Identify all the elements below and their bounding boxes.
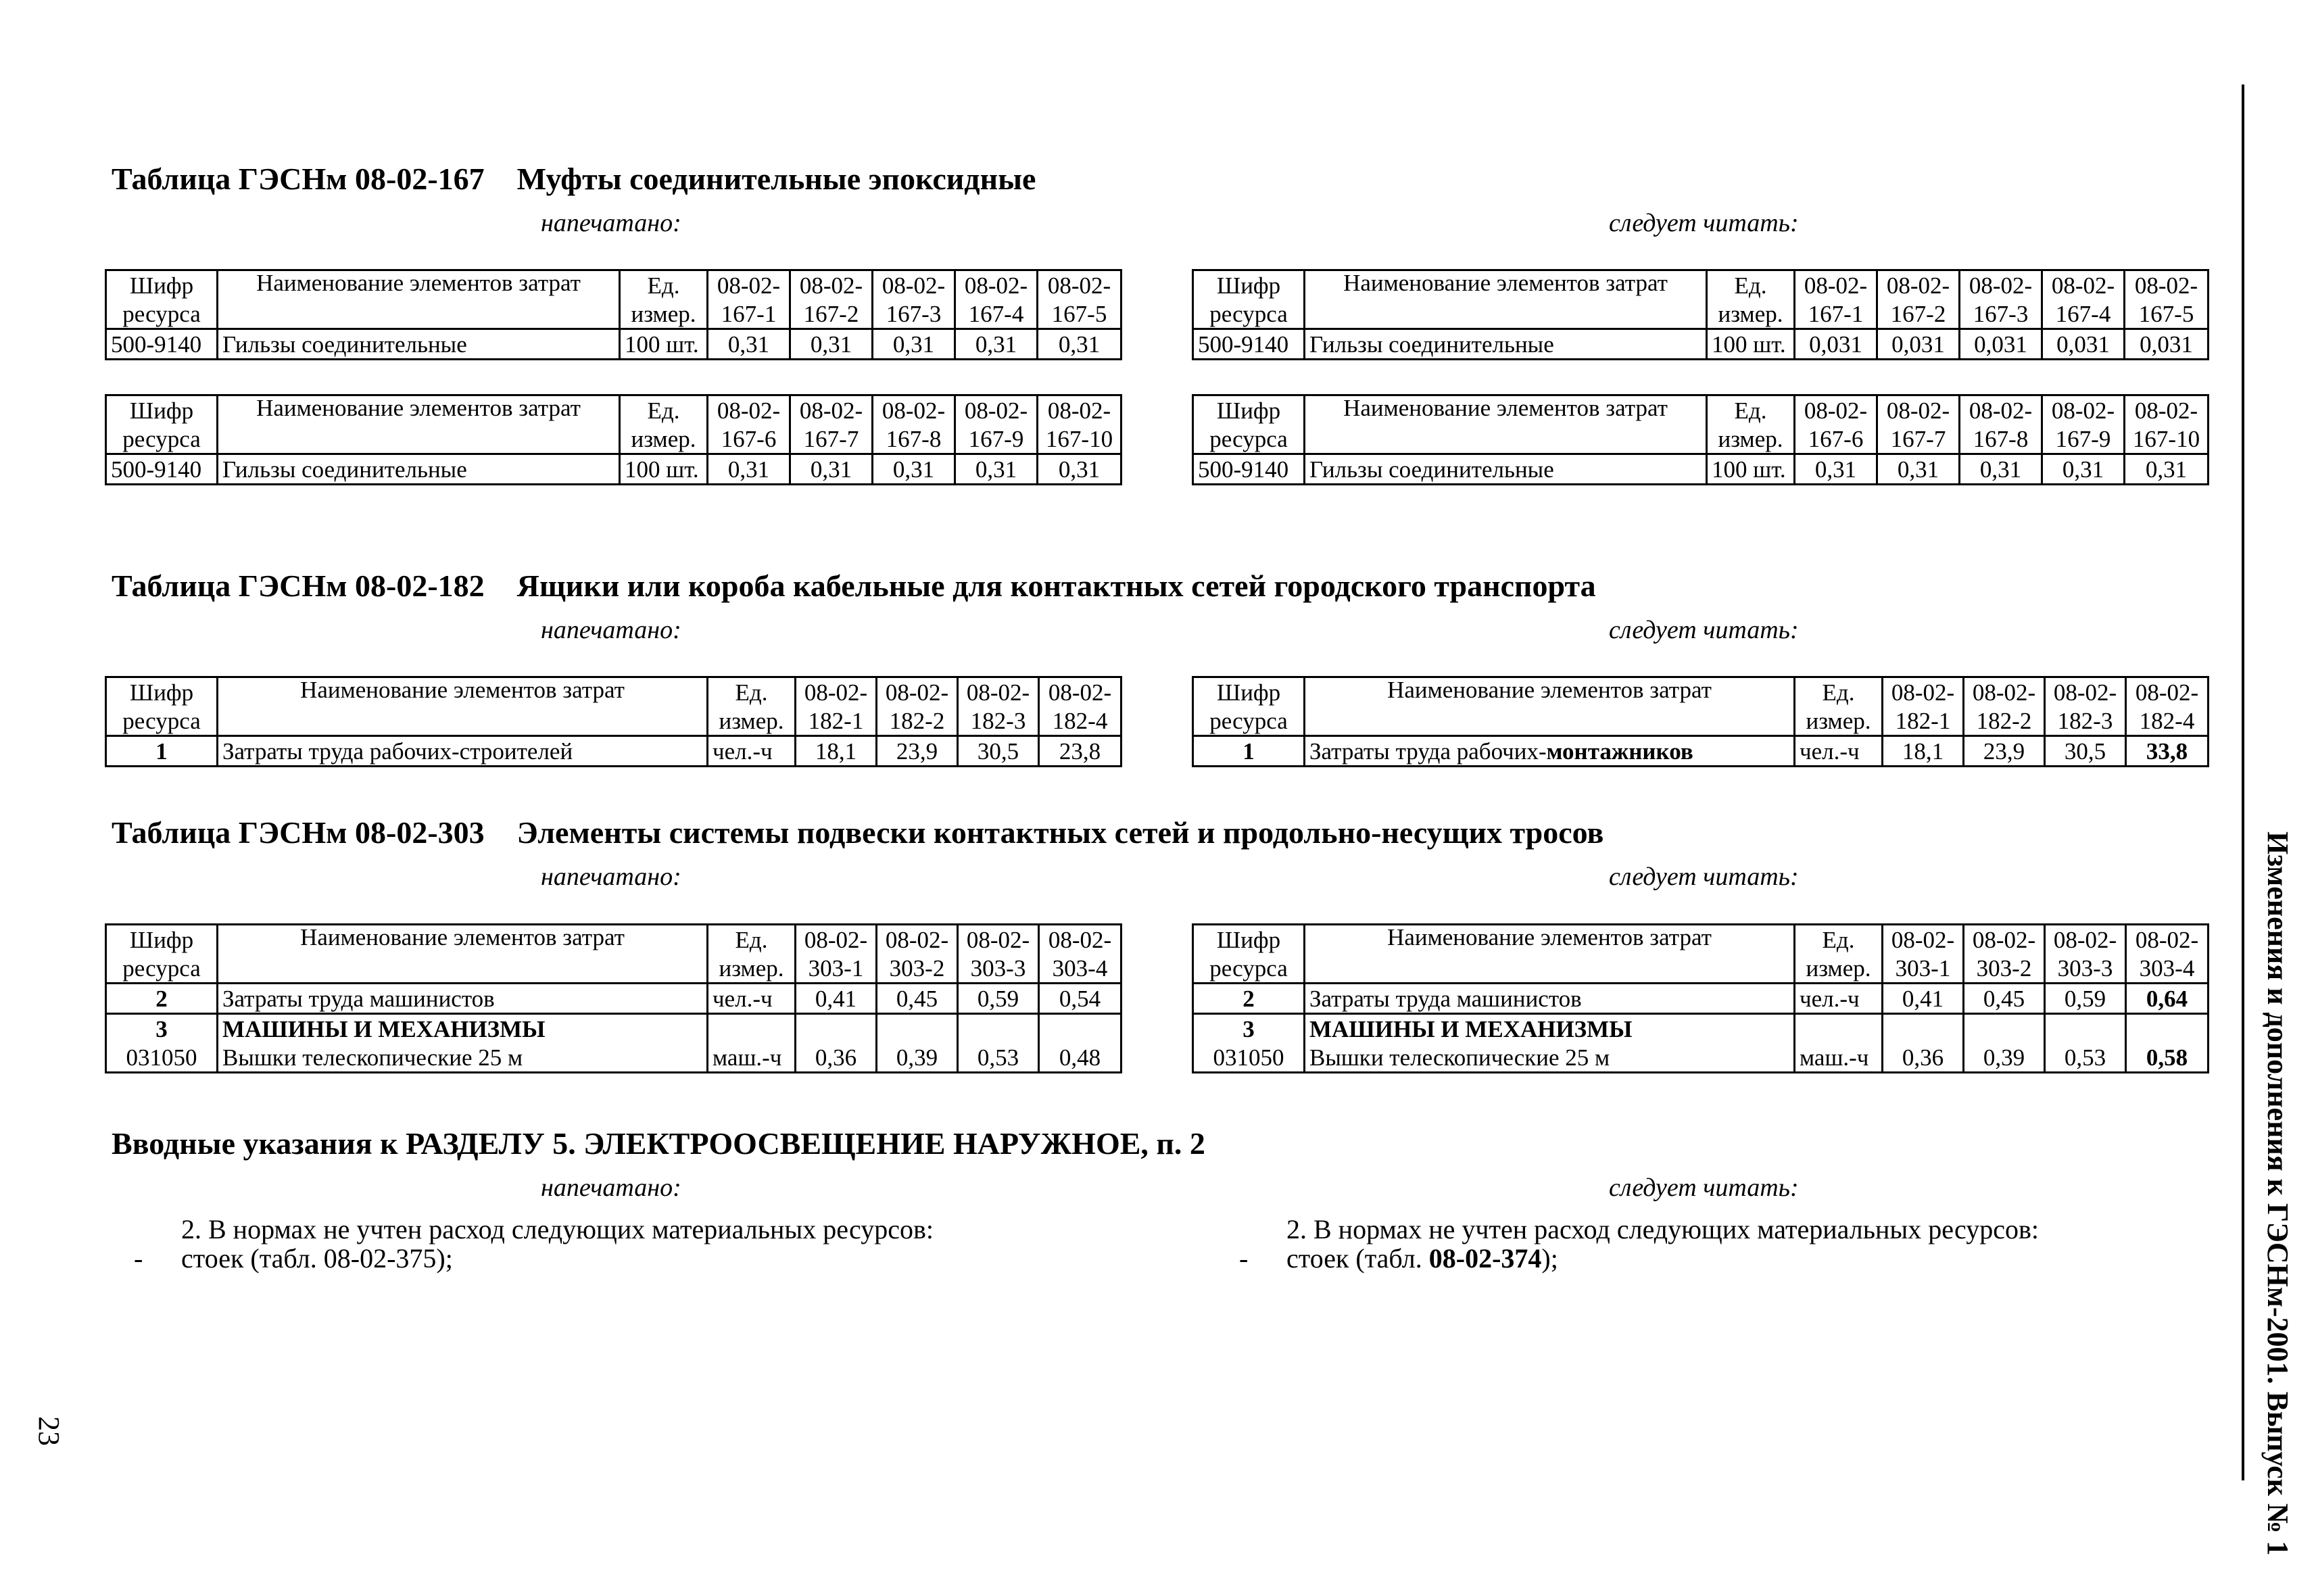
header-name: Наименование элементов затрат <box>218 925 708 984</box>
value: 0,31 <box>1038 329 1121 360</box>
header-unit: измер. <box>708 706 796 736</box>
table-row <box>106 329 1121 360</box>
read-table-303 <box>1192 923 2209 1073</box>
table-row <box>106 1043 1121 1073</box>
header-col: 167-6 <box>1795 425 1877 454</box>
header-col: 182-4 <box>1039 706 1121 736</box>
header-code: Шифр <box>1193 677 1305 707</box>
header-code: ресурса <box>1193 299 1305 329</box>
read-note-line1: 2. В нормах не учтен расход следующих материальных ресурсов: <box>1286 1214 2039 1244</box>
read-note-suffix: ); <box>1541 1243 1558 1274</box>
header-col: 08-02- <box>2042 395 2125 425</box>
value: 0,031 <box>2042 329 2125 360</box>
value: 0,31 <box>873 454 955 485</box>
value: 23,9 <box>1964 736 2045 767</box>
value <box>1039 1014 1121 1044</box>
resource-code: 3 <box>1193 1014 1305 1044</box>
header-unit: Ед. <box>620 395 708 425</box>
header-code: Шифр <box>1193 395 1305 425</box>
unit: маш.-ч <box>708 1043 796 1073</box>
value: 0,39 <box>1964 1043 2045 1073</box>
cost-name: Затраты труда машинистов <box>1305 984 1795 1014</box>
header-code: Шифр <box>106 677 218 707</box>
resource-code: 500-9140 <box>1193 454 1305 485</box>
header-col: 303-1 <box>796 954 877 984</box>
printed-table-182 <box>105 676 1122 767</box>
page-number: 23 <box>32 1416 66 1446</box>
resource-code: 1 <box>106 736 218 767</box>
read-note-dash: - <box>1239 1243 1249 1274</box>
value: 0,31 <box>873 329 955 360</box>
header-unit: измер. <box>620 425 708 454</box>
value: 0,45 <box>1964 984 2045 1014</box>
header-col: 08-02- <box>790 270 873 300</box>
value: 0,41 <box>796 984 877 1014</box>
header-unit: измер. <box>1707 299 1795 329</box>
value: 0,59 <box>958 984 1039 1014</box>
table-row <box>1193 1014 2209 1044</box>
header-col: 167-3 <box>873 299 955 329</box>
header-col: 167-10 <box>2125 425 2209 454</box>
header-code: Шифр <box>106 270 218 300</box>
value: 0,31 <box>1795 454 1877 485</box>
value: 0,31 <box>2125 454 2209 485</box>
header-col: 08-02- <box>955 270 1038 300</box>
header-col: 182-3 <box>958 706 1039 736</box>
table-title: Элементы системы подвески контактных сетей и продольно-несущих тросов <box>516 815 1604 850</box>
header-code: ресурса <box>106 706 218 736</box>
table-row <box>1193 984 2209 1014</box>
value: 0,031 <box>2125 329 2209 360</box>
cost-name <box>1305 736 1795 767</box>
header-col: 08-02- <box>1877 270 1960 300</box>
header-col: 303-2 <box>877 954 958 984</box>
header-name: Наименование элементов затрат <box>1305 395 1707 454</box>
cost-name: Затраты труда рабочих-строителей <box>218 736 708 767</box>
header-code: Шифр <box>1193 270 1305 300</box>
table-code: Таблица ГЭСНм 08-02-167 <box>112 162 485 196</box>
printed-note-line2: стоек (табл. 08-02-375); <box>181 1243 453 1274</box>
section-heading-303 <box>112 815 1603 850</box>
read-label: следует читать: <box>1609 209 1799 237</box>
value: 33,8 <box>2126 736 2209 767</box>
cost-name: Вышки телескопические 25 м <box>1305 1043 1795 1073</box>
value: 0,36 <box>796 1043 877 1073</box>
resource-code: 031050 <box>106 1043 218 1073</box>
header-unit: измер. <box>1795 954 1883 984</box>
read-note-prefix: стоек (табл. <box>1286 1243 1429 1274</box>
value: 0,53 <box>2045 1043 2126 1073</box>
cost-name: Гильзы соединительные <box>1305 454 1707 485</box>
value: 0,31 <box>1877 454 1960 485</box>
value: 0,59 <box>2045 984 2126 1014</box>
header-col: 167-4 <box>955 299 1038 329</box>
header-col: 08-02- <box>2045 677 2126 707</box>
printed-label: напечатано: <box>541 209 681 237</box>
header-unit: измер. <box>620 299 708 329</box>
value: 18,1 <box>796 736 877 767</box>
header-col: 08-02- <box>2042 270 2125 300</box>
value: 0,54 <box>1039 984 1121 1014</box>
header-col: 167-9 <box>955 425 1038 454</box>
value: 23,8 <box>1039 736 1121 767</box>
header-col: 08-02- <box>1038 395 1121 425</box>
table-code: Таблица ГЭСНм 08-02-182 <box>112 569 485 603</box>
header-col: 08-02- <box>1964 677 2045 707</box>
cost-name: Гильзы соединительные <box>218 454 620 485</box>
resource-code: 500-9140 <box>106 454 218 485</box>
cost-name: Затраты труда машинистов <box>218 984 708 1014</box>
value: 30,5 <box>2045 736 2126 767</box>
table-row <box>1193 1043 2209 1073</box>
value <box>2045 1014 2126 1044</box>
value <box>2126 1014 2209 1044</box>
header-col: 303-3 <box>958 954 1039 984</box>
read-label: следует читать: <box>1609 863 1799 891</box>
read-table-182 <box>1192 676 2209 767</box>
header-col: 08-02- <box>873 395 955 425</box>
read-note-line2 <box>1286 1242 1558 1274</box>
header-col: 303-2 <box>1964 954 2045 984</box>
value: 0,64 <box>2126 984 2209 1014</box>
unit: маш.-ч <box>1795 1043 1883 1073</box>
value: 0,45 <box>877 984 958 1014</box>
value: 0,41 <box>1883 984 1964 1014</box>
value: 0,58 <box>2126 1043 2209 1073</box>
table-title: Муфты соединительные эпоксидные <box>516 162 1036 196</box>
resource-code: 500-9140 <box>1193 329 1305 360</box>
value: 0,48 <box>1039 1043 1121 1073</box>
value: 0,31 <box>955 329 1038 360</box>
header-col: 08-02- <box>1038 270 1121 300</box>
header-col: 08-02- <box>873 270 955 300</box>
value: 0,31 <box>955 454 1038 485</box>
side-title: Изменения и дополнения к ГЭСНм-2001. Выпуск № 1 <box>2261 831 2294 1556</box>
printed-label: напечатано: <box>541 616 681 644</box>
table-row <box>106 984 1121 1014</box>
header-code: Шифр <box>106 395 218 425</box>
header-unit: измер. <box>1795 706 1883 736</box>
value: 0,53 <box>958 1043 1039 1073</box>
header-col: 182-3 <box>2045 706 2126 736</box>
header-col: 08-02- <box>1960 270 2042 300</box>
table-code: Таблица ГЭСНм 08-02-303 <box>112 815 485 850</box>
header-name: Наименование элементов затрат <box>218 270 620 329</box>
printed-label: напечатано: <box>541 863 681 891</box>
header-col: 08-02- <box>1795 270 1877 300</box>
unit <box>708 1014 796 1044</box>
value <box>1883 1014 1964 1044</box>
resource-code: 2 <box>106 984 218 1014</box>
header-col: 182-1 <box>1883 706 1964 736</box>
value: 0,031 <box>1795 329 1877 360</box>
value: 30,5 <box>958 736 1039 767</box>
header-code: Шифр <box>1193 925 1305 954</box>
resource-code: 500-9140 <box>106 329 218 360</box>
header-col: 303-4 <box>2126 954 2209 984</box>
header-col: 303-1 <box>1883 954 1964 984</box>
header-name: Наименование элементов затрат <box>1305 677 1795 736</box>
value: 0,31 <box>708 329 790 360</box>
header-col: 08-02- <box>796 925 877 954</box>
value <box>796 1014 877 1044</box>
section-heading-167 <box>112 161 1036 197</box>
table-row <box>106 1014 1121 1044</box>
cost-name: МАШИНЫ И МЕХАНИЗМЫ <box>1305 1014 1795 1044</box>
table-title: Ящики или короба кабельные для контактных сетей городского транспорта <box>516 569 1596 603</box>
table-row <box>1193 454 2209 485</box>
unit: 100 шт. <box>620 329 708 360</box>
header-col: 08-02- <box>708 270 790 300</box>
header-col: 167-10 <box>1038 425 1121 454</box>
resource-code: 031050 <box>1193 1043 1305 1073</box>
header-unit: Ед. <box>1707 395 1795 425</box>
cost-name-plain: Затраты труда рабочих- <box>1309 737 1547 765</box>
table-row <box>106 454 1121 485</box>
header-col: 08-02- <box>955 395 1038 425</box>
value: 0,031 <box>1960 329 2042 360</box>
printed-note-dash: - <box>134 1243 143 1274</box>
header-col: 167-5 <box>1038 299 1121 329</box>
unit: чел.-ч <box>708 984 796 1014</box>
cost-name: Вышки телескопические 25 м <box>218 1043 708 1073</box>
header-unit: измер. <box>1707 425 1795 454</box>
resource-code: 1 <box>1193 736 1305 767</box>
header-col: 08-02- <box>2126 925 2209 954</box>
header-code: ресурса <box>1193 954 1305 984</box>
value: 23,9 <box>877 736 958 767</box>
value: 0,31 <box>1038 454 1121 485</box>
cost-name: Гильзы соединительные <box>218 329 620 360</box>
header-code: ресурса <box>106 954 218 984</box>
unit: чел.-ч <box>1795 736 1883 767</box>
header-name: Наименование элементов затрат <box>1305 270 1707 329</box>
unit <box>1795 1014 1883 1044</box>
header-col: 182-1 <box>796 706 877 736</box>
header-col: 167-7 <box>790 425 873 454</box>
header-col: 303-3 <box>2045 954 2126 984</box>
header-code: Шифр <box>106 925 218 954</box>
value <box>877 1014 958 1044</box>
read-note-bold: 08-02-374 <box>1428 1243 1542 1274</box>
header-unit: Ед. <box>1795 677 1883 707</box>
cost-name: Гильзы соединительные <box>1305 329 1707 360</box>
header-col: 08-02- <box>1960 395 2042 425</box>
header-col: 08-02- <box>1964 925 2045 954</box>
header-col: 167-2 <box>1877 299 1960 329</box>
header-col: 167-1 <box>1795 299 1877 329</box>
value <box>958 1014 1039 1044</box>
header-unit: Ед. <box>708 925 796 954</box>
printed-table-303 <box>105 923 1122 1073</box>
header-code: ресурса <box>1193 706 1305 736</box>
printed-label: напечатано: <box>541 1174 681 1202</box>
header-col: 167-3 <box>1960 299 2042 329</box>
header-col: 08-02- <box>2045 925 2126 954</box>
header-name: Наименование элементов затрат <box>218 395 620 454</box>
header-col: 08-02- <box>958 925 1039 954</box>
header-col: 08-02- <box>1877 395 1960 425</box>
header-col: 08-02- <box>2126 677 2209 707</box>
header-col: 167-6 <box>708 425 790 454</box>
unit: чел.-ч <box>1795 984 1883 1014</box>
header-unit: Ед. <box>1707 270 1795 300</box>
value: 0,31 <box>790 329 873 360</box>
header-col: 08-02- <box>1039 677 1121 707</box>
header-col: 167-1 <box>708 299 790 329</box>
header-col: 08-02- <box>796 677 877 707</box>
unit: 100 шт. <box>1707 329 1795 360</box>
value: 18,1 <box>1883 736 1964 767</box>
header-code: ресурса <box>1193 425 1305 454</box>
value: 0,31 <box>1960 454 2042 485</box>
resource-code: 2 <box>1193 984 1305 1014</box>
header-col: 182-2 <box>877 706 958 736</box>
value: 0,31 <box>708 454 790 485</box>
table-row <box>1193 329 2209 360</box>
header-unit: Ед. <box>620 270 708 300</box>
printed-table-167-2 <box>105 394 1122 485</box>
header-col: 08-02- <box>877 677 958 707</box>
header-col: 182-2 <box>1964 706 2045 736</box>
header-col: 08-02- <box>790 395 873 425</box>
cost-name: МАШИНЫ И МЕХАНИЗМЫ <box>218 1014 708 1044</box>
printed-table-167-1 <box>105 269 1122 360</box>
header-col: 08-02- <box>2125 270 2209 300</box>
value: 0,031 <box>1877 329 1960 360</box>
table-row <box>1193 736 2209 767</box>
unit: чел.-ч <box>708 736 796 767</box>
value: 0,39 <box>877 1043 958 1073</box>
read-label: следует читать: <box>1609 1174 1799 1202</box>
header-col: 167-8 <box>1960 425 2042 454</box>
read-table-167-2 <box>1192 394 2209 485</box>
header-unit: Ед. <box>1795 925 1883 954</box>
header-col: 08-02- <box>2125 395 2209 425</box>
header-col: 167-8 <box>873 425 955 454</box>
header-col: 08-02- <box>958 677 1039 707</box>
unit: 100 шт. <box>1707 454 1795 485</box>
header-code: ресурса <box>106 425 218 454</box>
header-col: 08-02- <box>877 925 958 954</box>
value: 0,31 <box>790 454 873 485</box>
value <box>1964 1014 2045 1044</box>
header-col: 167-2 <box>790 299 873 329</box>
header-unit: измер. <box>708 954 796 984</box>
unit: 100 шт. <box>620 454 708 485</box>
cost-name-bold: монтажников <box>1546 737 1693 765</box>
header-col: 08-02- <box>708 395 790 425</box>
header-name: Наименование элементов затрат <box>1305 925 1795 984</box>
header-col: 167-9 <box>2042 425 2125 454</box>
header-code: ресурса <box>106 299 218 329</box>
header-col: 08-02- <box>1883 925 1964 954</box>
header-col: 08-02- <box>1883 677 1964 707</box>
value: 0,31 <box>2042 454 2125 485</box>
value: 0,36 <box>1883 1043 1964 1073</box>
header-col: 303-4 <box>1039 954 1121 984</box>
intro-heading: Вводные указания к РАЗДЕЛУ 5. ЭЛЕКТРООСВЕЩЕНИЕ НАРУЖНОЕ, п. 2 <box>112 1126 1205 1161</box>
header-col: 182-4 <box>2126 706 2209 736</box>
read-table-167-1 <box>1192 269 2209 360</box>
header-col: 167-5 <box>2125 299 2209 329</box>
header-col: 08-02- <box>1795 395 1877 425</box>
table-row <box>106 736 1121 767</box>
read-label: следует читать: <box>1609 616 1799 644</box>
header-name: Наименование элементов затрат <box>218 677 708 736</box>
side-rule <box>2242 84 2244 1480</box>
header-col: 08-02- <box>1039 925 1121 954</box>
header-col: 167-7 <box>1877 425 1960 454</box>
header-unit: Ед. <box>708 677 796 707</box>
printed-note-line1: 2. В нормах не учтен расход следующих материальных ресурсов: <box>181 1214 934 1244</box>
resource-code: 3 <box>106 1014 218 1044</box>
section-heading-182 <box>112 568 1596 604</box>
header-col: 167-4 <box>2042 299 2125 329</box>
